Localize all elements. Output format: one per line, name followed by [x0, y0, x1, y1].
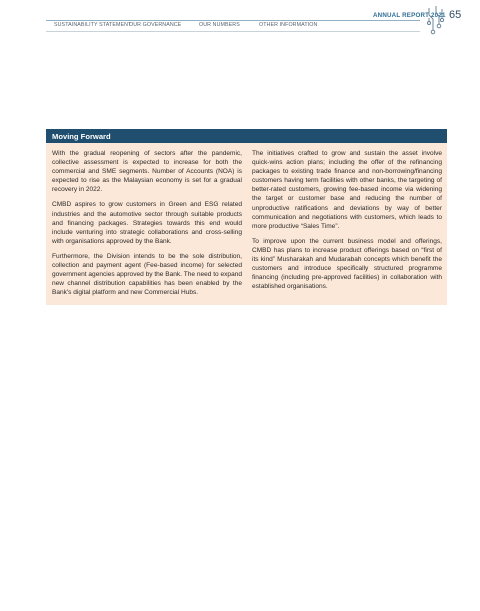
nav-link-other-information[interactable]: OTHER INFORMATION: [259, 22, 318, 28]
page-number: 65: [449, 9, 462, 21]
annual-report-label: ANNUAL REPORT 2021: [373, 12, 446, 19]
nav-link-sustainability-statement[interactable]: SUSTAINABILITY STATEMENT: [54, 22, 132, 28]
header-rule-bottom: [46, 31, 420, 32]
nav-link-our-governance[interactable]: OUR GOVERNANCE: [129, 22, 182, 28]
right-column: [252, 149, 442, 297]
paragraph: Furthermore, the Division intends to be the sole distribution, collection and payment agent (Fee-based income) for selected government agencies approved by the Bank. The need to expand new channel distribution capabilities has been enabled by the Bank's digital platform and new Commercial Hubs.: [52, 252, 242, 297]
paragraph: With the gradual reopening of sectors after the pandemic, collective assessment is expected to increase for both the commercial and SME segments. Number of Accounts (NOA) is expected to rise as the Malaysian economy is set for a gradual recovery in 2022.: [52, 150, 242, 194]
paragraph: CMBD aspires to grow customers in Green and ESG related industries and the automotive sector through suitable products and financing packages. Strategies towards this end would include venturing into strategic collaborations and cross-selling with organisations approved by the Bank.: [52, 201, 242, 245]
circuit-decoration-icon: [425, 6, 447, 36]
paragraph: The initiatives crafted to grow and sustain the asset involve quick-wins action plans; including the offer of the refinancing packages to existing trade finance and non-borrowing/financing customers having term facilities with other banks, the targeting of better-rated customers, growing fee-based income via widening the target or customer base and reducing the number of unproductive ratifications and deviations by way of better communication and negotiations with customers, which leads to more productive “Sales Time”.: [252, 150, 442, 230]
left-column: [52, 149, 242, 303]
section-header-bar: [46, 129, 447, 143]
header-rule: [46, 20, 420, 21]
section-title: Moving Forward: [52, 131, 111, 141]
nav-link-our-numbers[interactable]: OUR NUMBERS: [199, 22, 240, 28]
moving-forward-panel: [46, 129, 447, 305]
paragraph: To improve upon the current business model and offerings, CMBD has plans to increase product offerings based on “first of its kind” Musharakah and Mudarabah concepts which benefit the customers and introduce specifically structured programme financing (including pre-approved facilities) in collaboration with established organisations.: [252, 237, 442, 291]
